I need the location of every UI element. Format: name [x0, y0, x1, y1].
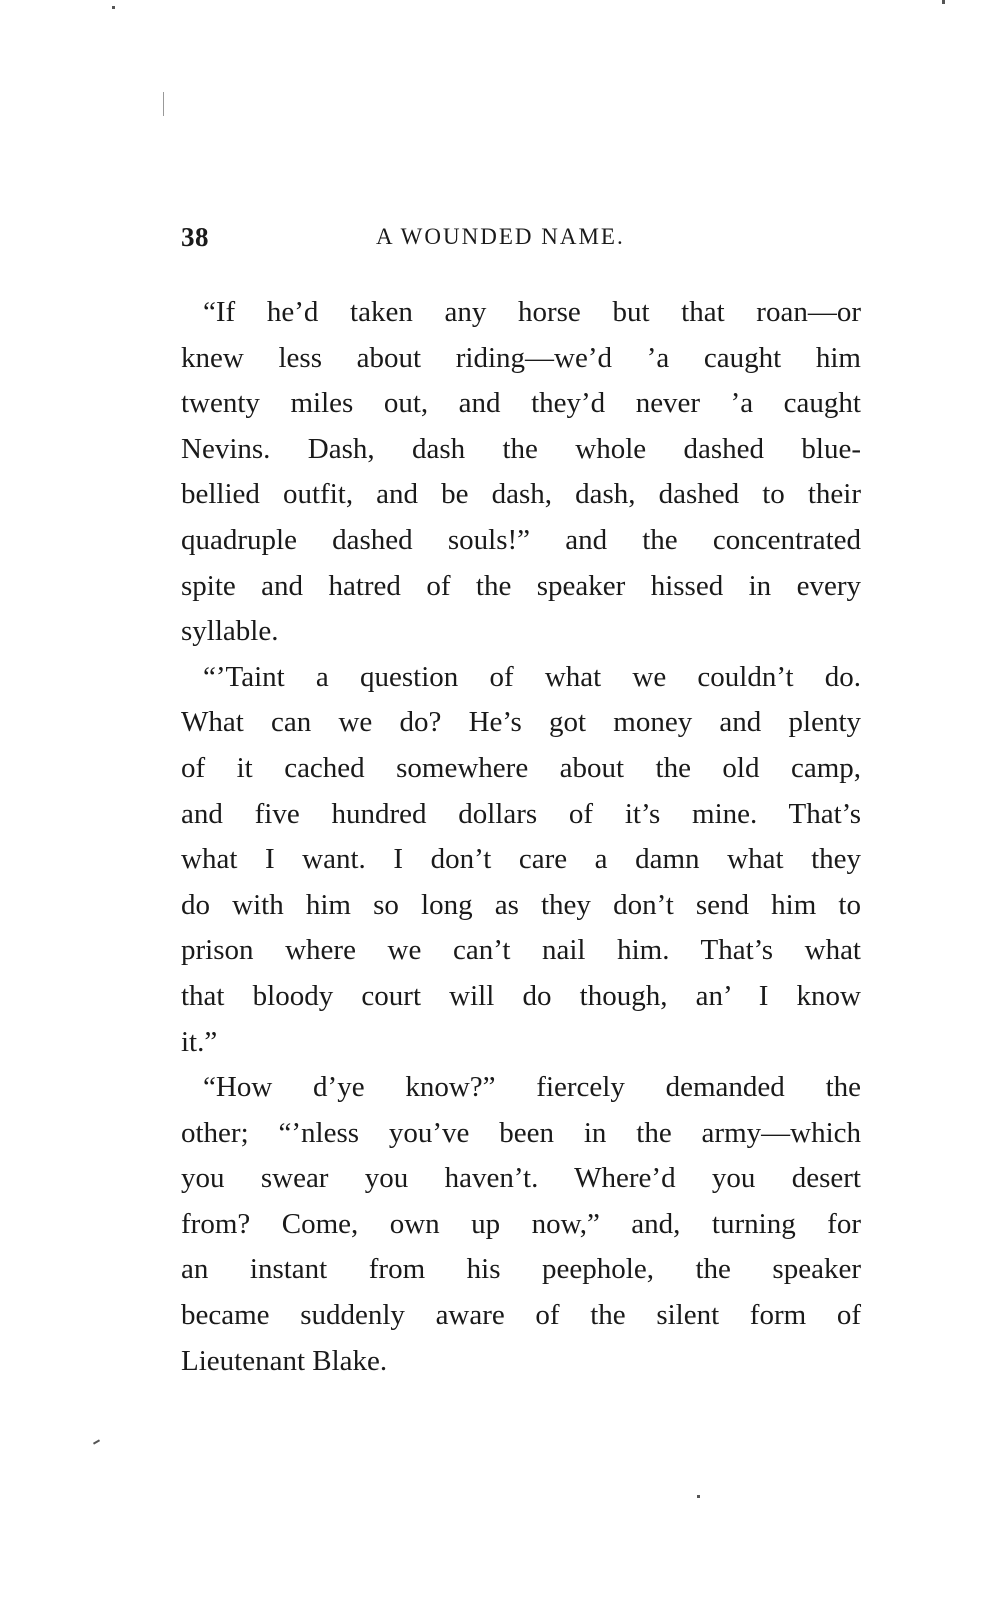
- scan-speck: [112, 6, 115, 9]
- scan-speck: [163, 92, 164, 116]
- text-line: what I want. I don’t care a damn what they: [181, 843, 861, 876]
- text-line: Lieutenant Blake.: [181, 1344, 388, 1377]
- text-line: bellied outfit, and be dash, dash, dashed to their: [181, 478, 861, 511]
- text-line: became suddenly aware of the silent form of: [181, 1299, 861, 1332]
- scan-speck: [942, 0, 945, 4]
- text-line: it.”: [181, 1025, 218, 1058]
- text-line: knew less about riding—we’d ’a caught him: [181, 341, 861, 374]
- text-line: from? Come, own up now,” and, turning for: [181, 1207, 861, 1240]
- text-line: spite and hatred of the speaker hissed in every: [181, 569, 861, 602]
- scan-speck: [697, 1495, 700, 1498]
- text-line: “’Taint a question of what we couldn’t do.: [203, 660, 861, 693]
- running-title: A WOUNDED NAME.: [376, 224, 625, 249]
- text-line: “How d’ye know?” fiercely demanded the: [203, 1071, 861, 1104]
- text-line: prison where we can’t nail him. That’s what: [181, 934, 861, 967]
- text-line: you swear you haven’t. Where’d you desert: [181, 1162, 861, 1195]
- text-line: quadruple dashed souls!” and the concentrated: [181, 523, 861, 556]
- text-line: an instant from his peephole, the speaker: [181, 1253, 861, 1286]
- body-text: [181, 290, 861, 1384]
- page-number: 38: [181, 222, 209, 252]
- running-head: [181, 222, 861, 262]
- text-line: do with him so long as they don’t send him to: [181, 888, 861, 921]
- scan-speck: [93, 1439, 100, 1444]
- text-line: other; “’nless you’ve been in the army—which: [181, 1116, 861, 1149]
- text-line: of it cached somewhere about the old camp,: [181, 751, 861, 784]
- text-line: What can we do? He’s got money and plenty: [181, 706, 861, 739]
- text-line: that bloody court will do though, an’ I know: [181, 979, 861, 1012]
- text-line: Nevins. Dash, dash the whole dashed blue-: [181, 432, 861, 465]
- text-line: and five hundred dollars of it’s mine. That’s: [181, 797, 861, 830]
- text-line: “If he’d taken any horse but that roan—or: [203, 296, 861, 328]
- text-line: syllable.: [181, 615, 279, 648]
- text-line: twenty miles out, and they’d never ’a caught: [181, 387, 861, 420]
